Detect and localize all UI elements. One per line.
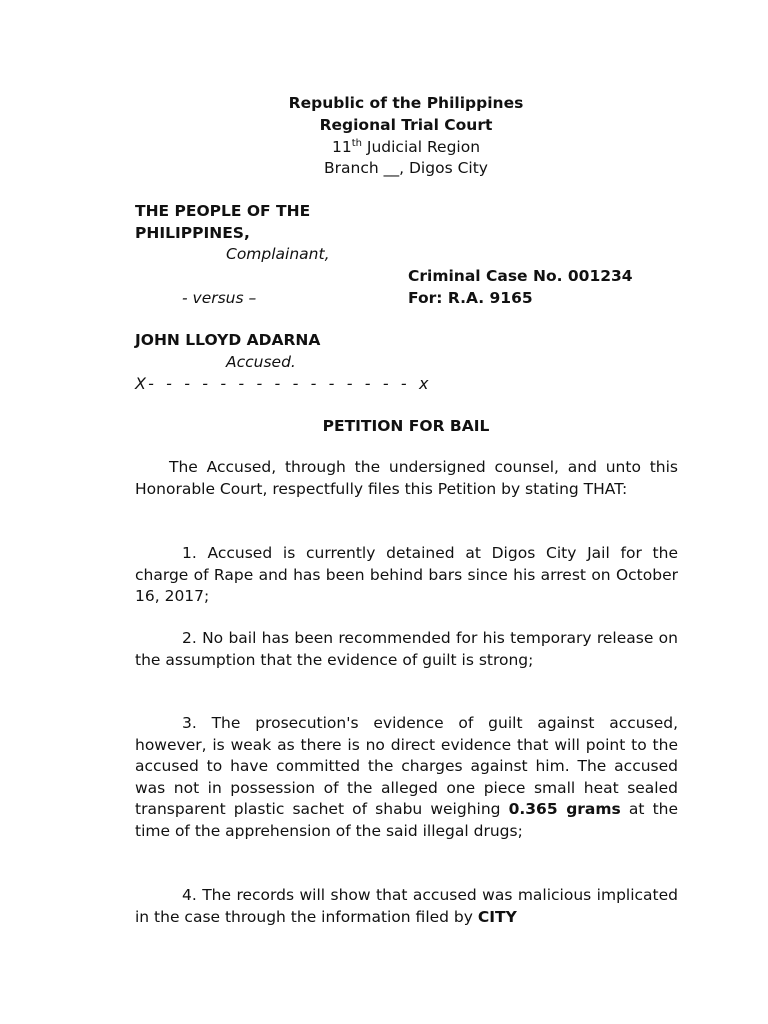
caption-separator: X- - - - - - - - - - - - - - - x bbox=[135, 374, 433, 393]
accused-name: JOHN LLOYD ADARNA bbox=[135, 331, 321, 349]
weight-emphasis: 0.365 grams bbox=[508, 800, 621, 818]
header-court: Regional Trial Court bbox=[319, 116, 493, 134]
document-title: PETITION FOR BAIL bbox=[322, 417, 490, 435]
paragraph-2: 2. No bail has been recommended for his temporary release on the assumption that the evidence of guilt is strong; bbox=[135, 629, 678, 669]
case-number: Criminal Case No. 001234 bbox=[408, 267, 633, 285]
paragraph-1: 1. Accused is currently detained at Digos City Jail for the charge of Rape and has been behind bars since his arrest on October 16, 2017; bbox=[135, 544, 678, 605]
header-republic: Republic of the Philippines bbox=[288, 94, 524, 112]
plaintiff-line-1: THE PEOPLE OF THE bbox=[135, 202, 311, 220]
versus-label: - versus – bbox=[182, 289, 257, 307]
header-region: 11th Judicial Region bbox=[331, 137, 481, 156]
case-for: For: R.A. 9165 bbox=[408, 289, 533, 307]
city-emphasis: CITY bbox=[477, 907, 517, 926]
paragraph-3: 3. The prosecution's evidence of guilt against accused, however, is weak as there is no direct evidence that will point to the accused to have committed the charges against him. The accused was not in possession of the alleged one piece small heat sealed transparent plastic sachet of shabu weighing 0.365 grams at the time of the apprehension of the said illegal drugs; bbox=[135, 714, 679, 840]
accused-role: Accused. bbox=[226, 353, 296, 371]
header-branch: Branch __, Digos City bbox=[324, 159, 488, 177]
intro-paragraph: The Accused, through the undersigned counsel, and unto this Honorable Court, respectfully files this Petition by stating THAT: bbox=[135, 458, 678, 498]
plaintiff-line-2: PHILIPPINES, bbox=[135, 224, 250, 242]
paragraph-4: 4. The records will show that accused was malicious implicated in the case through the information filed by CITY bbox=[135, 886, 678, 926]
plaintiff-role: Complainant, bbox=[226, 245, 330, 263]
